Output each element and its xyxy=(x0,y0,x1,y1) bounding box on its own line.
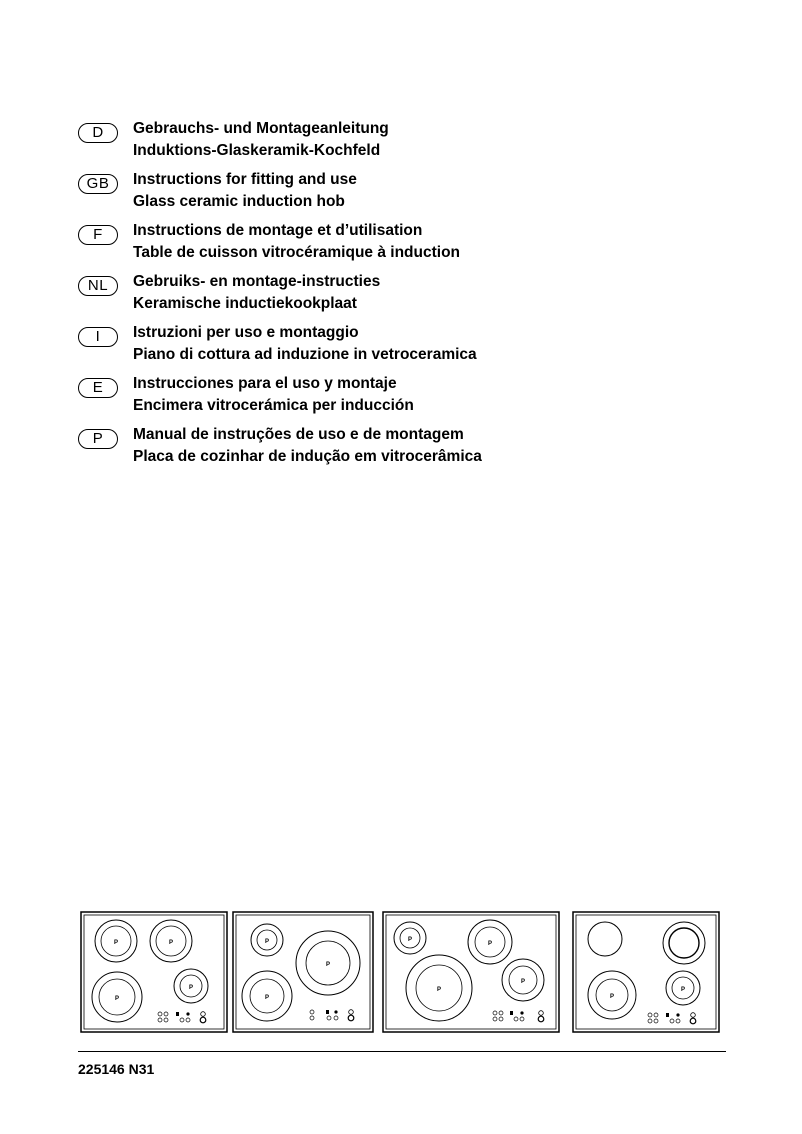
zone-label: P xyxy=(325,962,331,968)
zone-label: P xyxy=(487,941,493,947)
language-entry-gb xyxy=(78,169,698,220)
manual-title: Manual de instruções de uso e de montagem xyxy=(133,426,464,443)
zone-label: P xyxy=(520,979,526,985)
document-code: 225146 N31 xyxy=(78,1061,155,1077)
zone-label: P xyxy=(264,995,270,1001)
language-badge: P xyxy=(78,429,118,449)
product-title: Piano di cottura ad induzione in vetroceramica xyxy=(133,345,477,363)
language-badge: E xyxy=(78,378,118,398)
footer-divider xyxy=(78,1051,726,1052)
language-badge: GB xyxy=(78,174,118,194)
cooking-zone xyxy=(150,920,192,962)
language-list xyxy=(78,118,698,475)
product-title: Placa de cozinhar de indução em vitrocerâmica xyxy=(133,447,482,465)
zone-label: P xyxy=(113,940,119,946)
zone-label: P xyxy=(407,937,413,943)
product-title: Keramische inductiekookplaat xyxy=(133,294,357,312)
manual-title: Instructions de montage et d’utilisation xyxy=(133,222,423,239)
hob-illustration-2 xyxy=(232,911,374,1033)
zone-label: P xyxy=(264,939,270,945)
language-badge: F xyxy=(78,225,118,245)
zone-label: P xyxy=(436,987,442,993)
zone-label: P xyxy=(168,940,174,946)
zone-label: P xyxy=(609,994,615,1000)
product-title: Encimera vitrocerámica per inducción xyxy=(133,396,414,414)
hob-illustration-4 xyxy=(572,911,720,1033)
language-entry-nl xyxy=(78,271,698,322)
language-badge: NL xyxy=(78,276,118,296)
language-badge: I xyxy=(78,327,118,347)
product-title: Induktions-Glaskeramik-Kochfeld xyxy=(133,141,381,159)
language-badge: D xyxy=(78,123,118,143)
manual-title: Gebrauchs- und Montageanleitung xyxy=(133,120,389,137)
zone-label: P xyxy=(680,987,686,993)
manual-title: Gebruiks- en montage-instructies xyxy=(133,273,381,290)
hob-illustration-1 xyxy=(80,911,228,1033)
language-entry-i xyxy=(78,322,698,373)
manual-title: Instrucciones para el uso y montaje xyxy=(133,375,397,392)
cooking-zone xyxy=(95,920,137,962)
language-entry-f xyxy=(78,220,698,271)
language-entry-p xyxy=(78,424,698,475)
product-title: Table de cuisson vitrocéramique à induction xyxy=(133,243,461,261)
manual-title: Instructions for fitting and use xyxy=(133,171,357,188)
cooking-zone xyxy=(406,955,472,1021)
language-entry-e xyxy=(78,373,698,424)
zone-label: P xyxy=(114,996,120,1002)
zone-label: P xyxy=(188,985,194,991)
manual-title: Istruzioni per uso e montaggio xyxy=(133,324,359,341)
hob-illustration-3 xyxy=(382,911,560,1033)
product-title: Glass ceramic induction hob xyxy=(133,192,345,210)
language-entry-d xyxy=(78,118,698,169)
